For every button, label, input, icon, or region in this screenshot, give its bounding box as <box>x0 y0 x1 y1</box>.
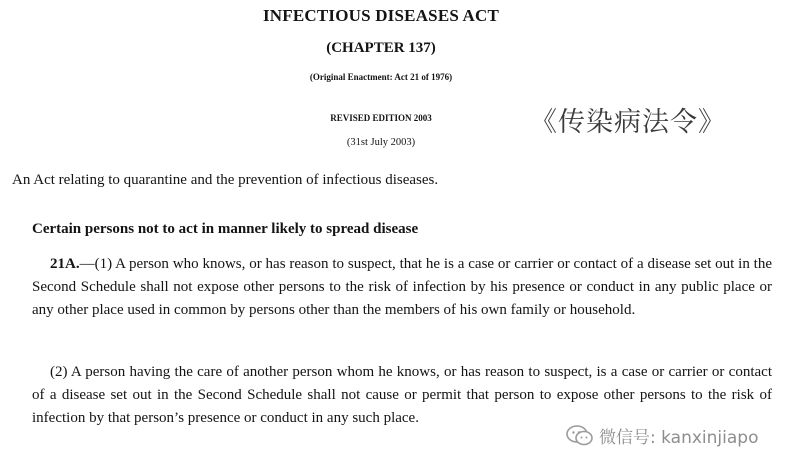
revised-date: (31st July 2003) <box>346 137 416 148</box>
paragraph-1-text: A person who knows, or has reason to suspect, that he is a case or carrier or contact of a disease set out in the Second Schedule shall not expose other persons to the risk of infection by his presence or conduct in any public place or any other place used in common by persons other than the members of his own family or household. <box>32 256 772 318</box>
section-21a-paragraph-1 <box>32 253 772 322</box>
paragraph-2-text: A person having the care of another person whom he knows, or has reason to suspect, is a case or carrier or contact of a disease set out in the Second Schedule shall not cause or permit that person to expose other persons to the risk of infection by that person’s presence or conduct in any such place. <box>32 364 772 426</box>
original-enactment: (Original Enactment: Act 21 of 1976) <box>309 72 453 82</box>
section-number: 21A. <box>50 256 80 272</box>
wechat-icon <box>566 425 594 447</box>
chapter-number: (CHAPTER 137) <box>326 40 436 56</box>
act-title: INFECTIOUS DISEASES ACT <box>262 6 500 25</box>
long-title: An Act relating to quarantine and the prevention of infectious diseases. <box>12 172 439 188</box>
section-heading: Certain persons not to act in manner likely to spread disease <box>32 221 419 237</box>
wechat-watermark <box>566 423 758 448</box>
section-21a-paragraph-2 <box>32 361 772 430</box>
revised-edition: REVISED EDITION 2003 <box>330 113 432 123</box>
chinese-title-overlay: 《传染病法令》 <box>530 107 726 138</box>
watermark-text: 微信号: kanxinjiapo <box>599 428 759 448</box>
subsection-marker-2: (2) <box>50 364 68 380</box>
subsection-marker-1: —(1) <box>79 256 113 272</box>
